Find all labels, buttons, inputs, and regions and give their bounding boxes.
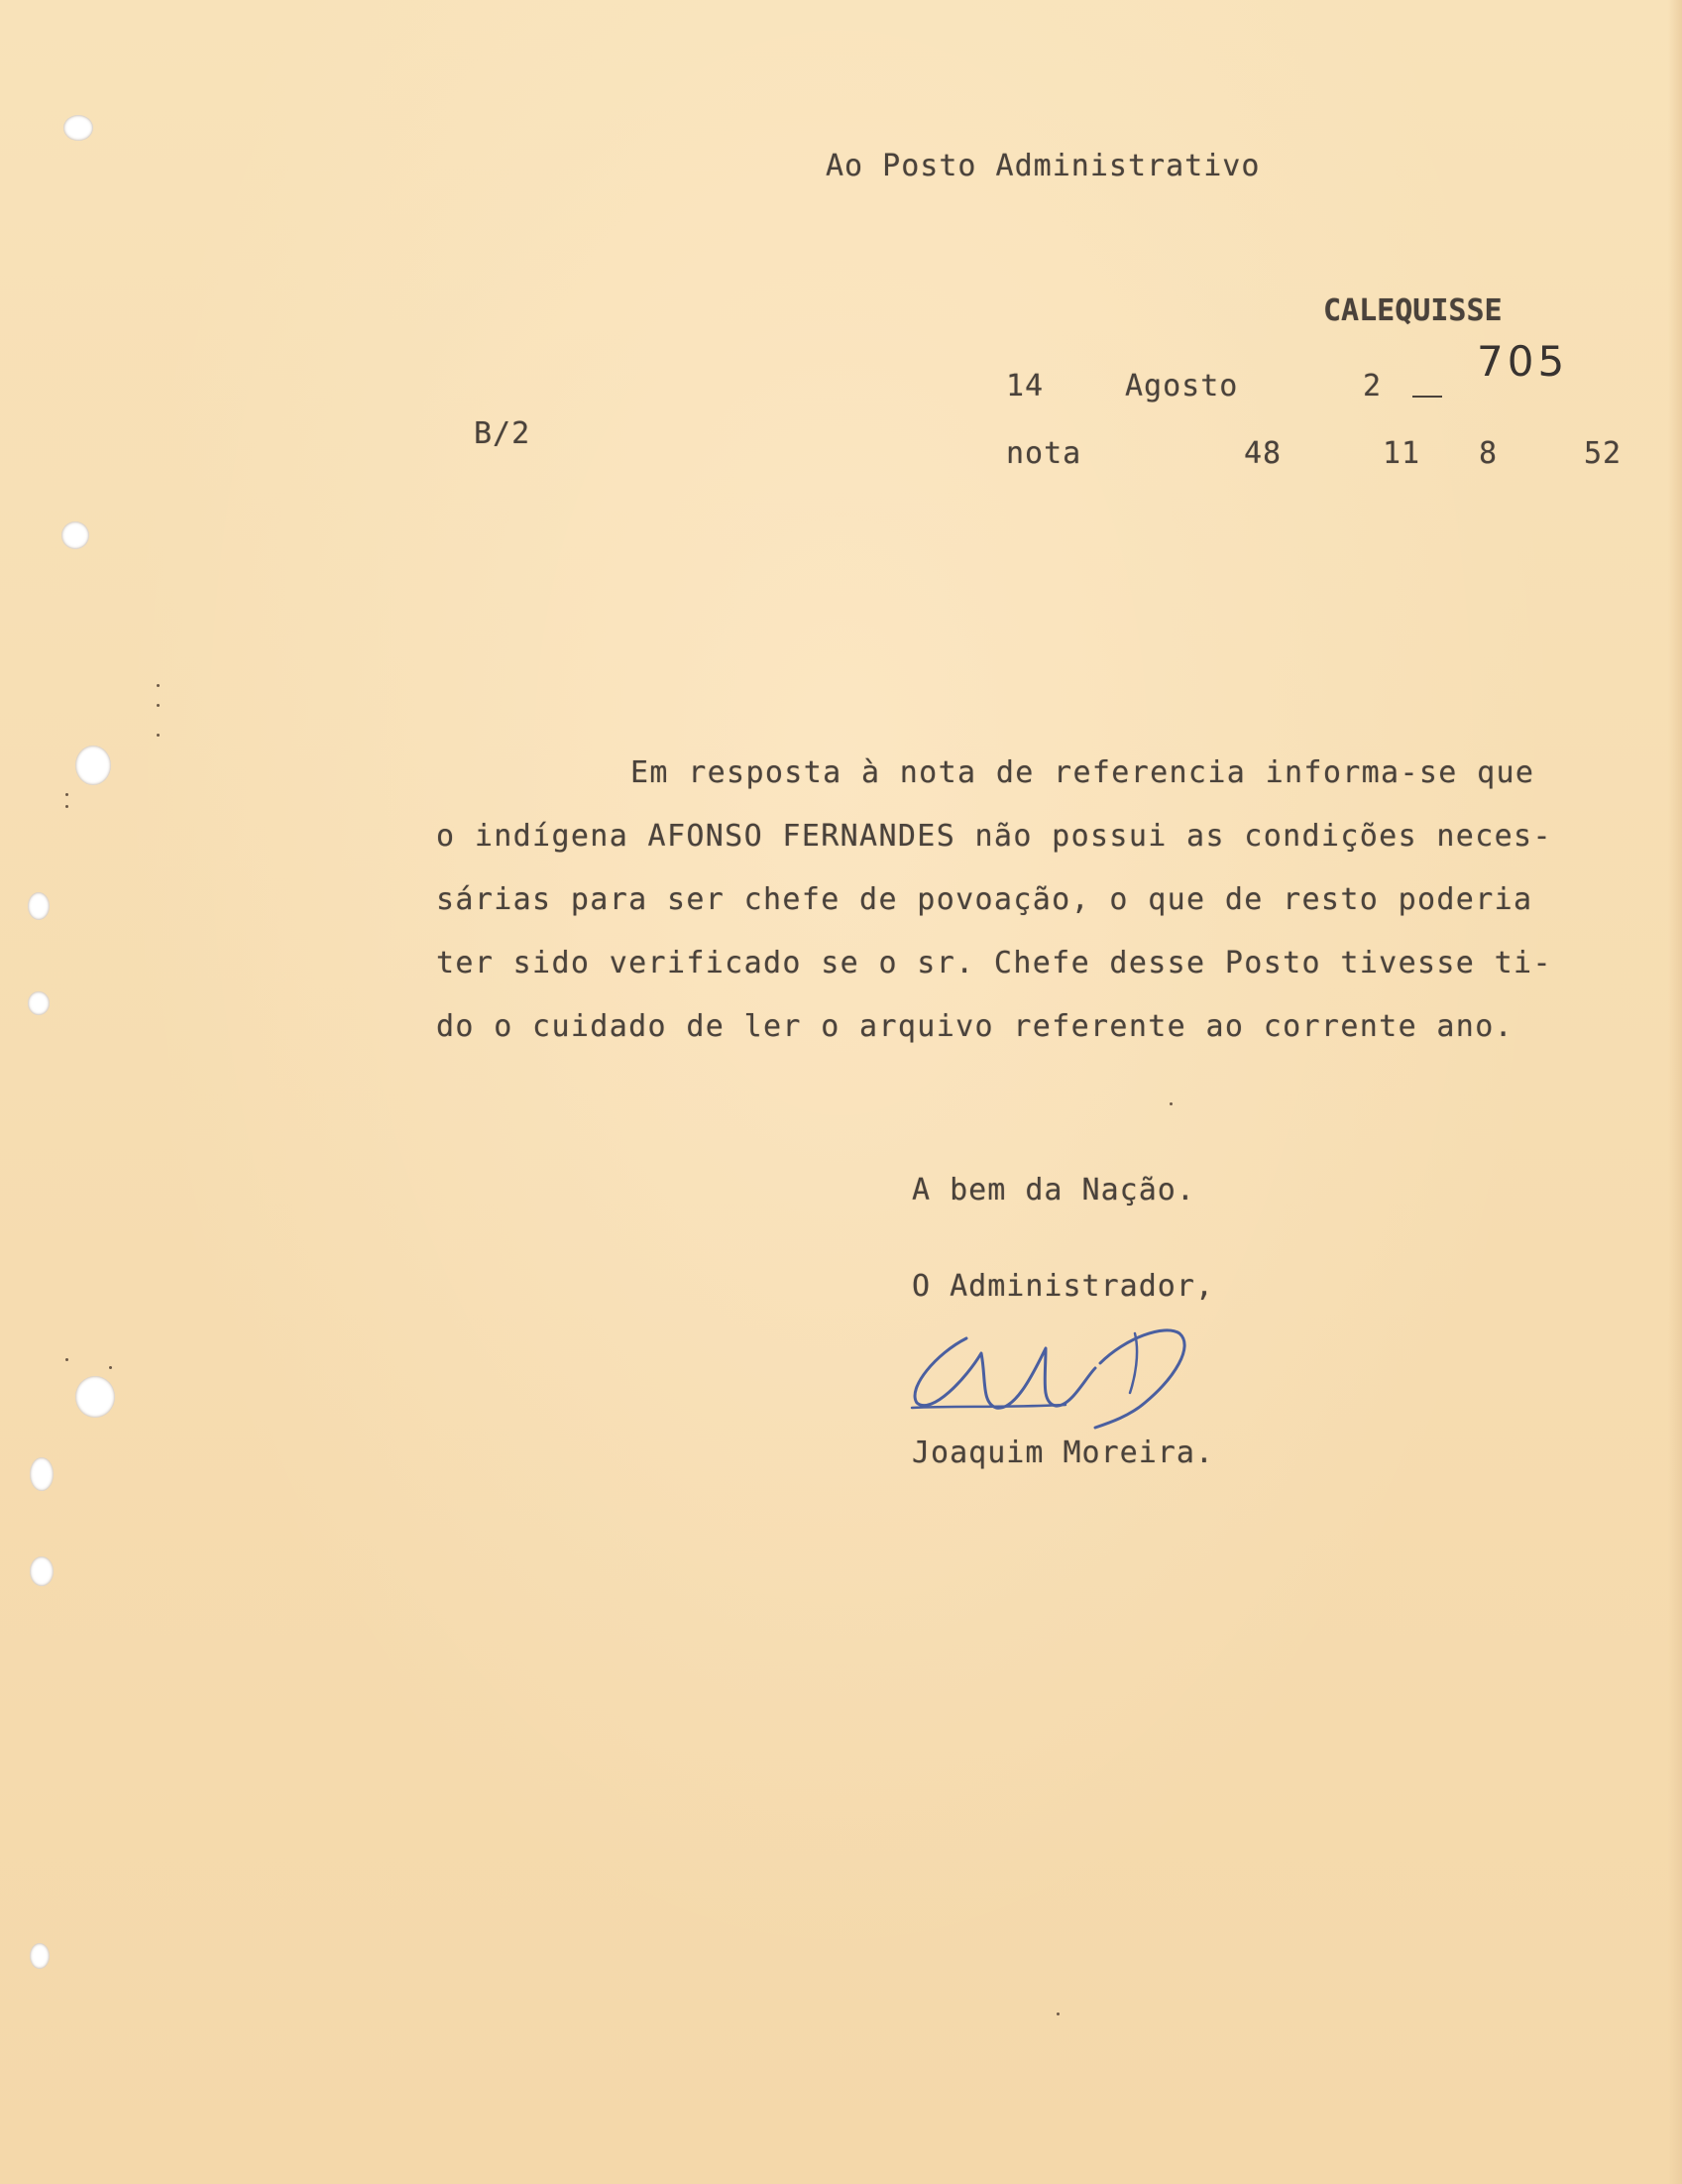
reference-note-label: nota (1006, 436, 1082, 471)
paper-speck (109, 1366, 112, 1369)
paper-speck (157, 684, 160, 687)
signer-title: O Administrador, (912, 1269, 1214, 1304)
closing-salutation: A bem da Nação. (912, 1173, 1195, 1207)
paper-speck (157, 704, 160, 707)
binder-hole (61, 521, 89, 549)
body-paragraph (436, 742, 1606, 1059)
signer-name: Joaquim Moreira. (912, 1436, 1214, 1470)
handwritten-signature (897, 1309, 1214, 1437)
reference-note-value: 11 (1383, 436, 1421, 471)
body-line: Em resposta à nota de referencia informa-se que (630, 755, 1535, 790)
reference-code: B/2 (474, 416, 531, 451)
paper-edge (1668, 0, 1682, 2184)
body-line: do o cuidado de ler o arquivo referente ao corrente ano. (436, 1009, 1514, 1044)
binder-hole (75, 746, 111, 785)
paper-speck (65, 1358, 68, 1361)
reference-note-value: 8 (1479, 436, 1499, 471)
paper-speck (1057, 2012, 1060, 2015)
addressee-line: Ao Posto Administrativo (826, 149, 1261, 183)
paper-speck (1170, 1102, 1173, 1105)
binder-hole (63, 115, 93, 141)
binder-hole (28, 991, 50, 1015)
binder-hole (75, 1376, 115, 1418)
paper-speck (157, 734, 160, 737)
reference-note-value: 48 (1244, 436, 1283, 471)
place-name: CALEQUISSE (1323, 293, 1503, 328)
body-line: sárias para ser chefe de povoação, o que de resto poderia (436, 882, 1533, 917)
body-line: ter sido verificado se o sr. Chefe desse Posto tivesse ti- (436, 946, 1552, 980)
paper-speck (65, 805, 68, 808)
paper-speck (65, 793, 68, 796)
reference-number: 2 (1363, 369, 1383, 403)
stamp-number: 705 (1477, 337, 1569, 386)
binder-hole (28, 892, 50, 920)
reference-day: 14 (1006, 369, 1045, 403)
binder-hole (30, 1556, 54, 1586)
reference-note-value: 52 (1584, 436, 1623, 471)
reference-month: Agosto (1125, 369, 1239, 403)
binder-hole (30, 1457, 54, 1491)
reference-dash (1412, 396, 1442, 398)
binder-hole (30, 1943, 50, 1969)
body-line: o indígena AFONSO FERNANDES não possui as condições neces- (436, 819, 1552, 854)
